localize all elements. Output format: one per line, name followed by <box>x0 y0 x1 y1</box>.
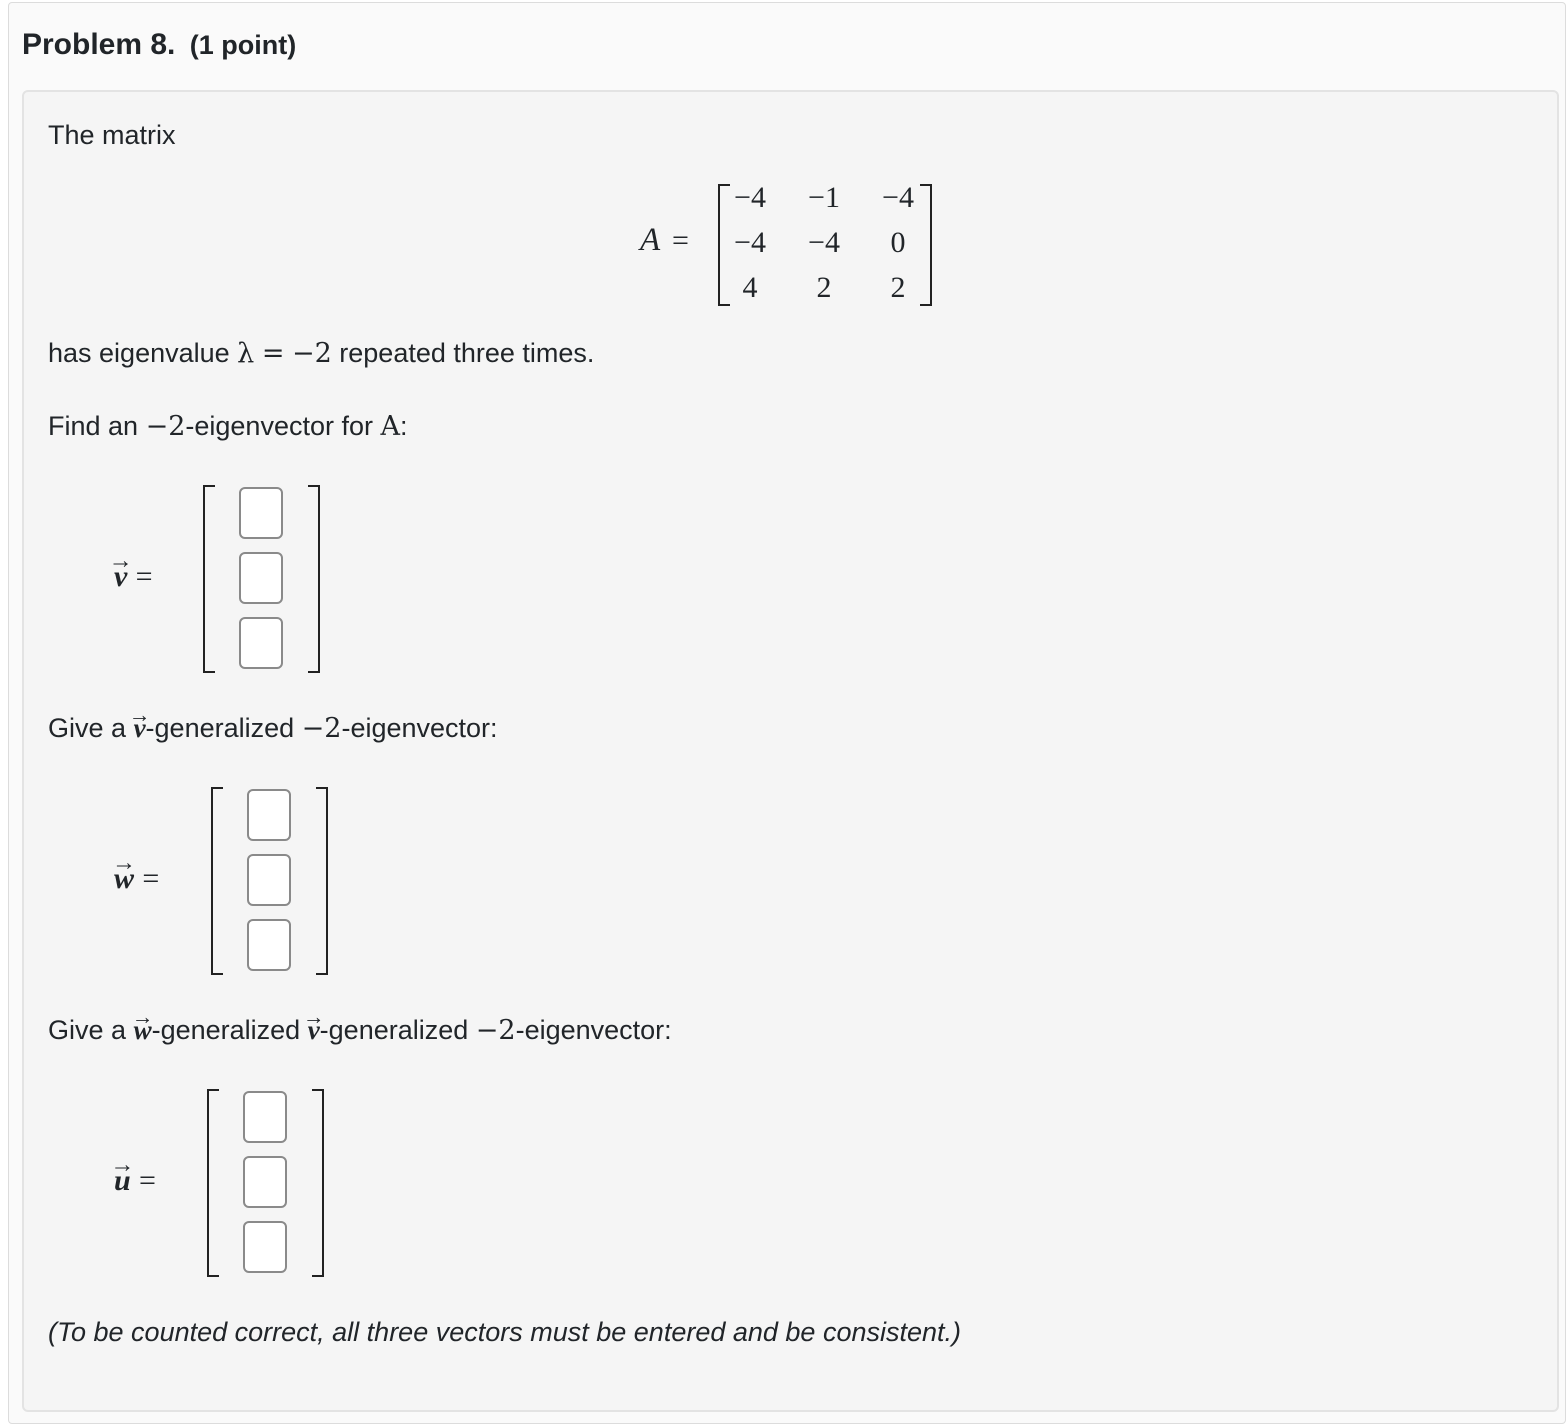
vector-u-symbol: → u <box>114 1164 131 1198</box>
q3-vec1: → w <box>134 1015 152 1046</box>
problem-label: Problem 8. <box>22 28 176 61</box>
q2-vec: → v <box>134 713 146 744</box>
vector-u-label <box>114 1164 156 1198</box>
q1-before: Find an <box>48 411 139 441</box>
vector-w-equals: = <box>142 862 160 895</box>
matrix-cell: −4 <box>734 181 766 214</box>
question-eigenvector <box>48 411 408 442</box>
vector-u-equals: = <box>139 1164 156 1197</box>
q3-middle1: -generalized <box>151 1015 301 1045</box>
q3-vec2: → v <box>308 1015 320 1046</box>
q3-before: Give a <box>48 1015 127 1045</box>
vector-w-entry-1[interactable] <box>247 789 291 841</box>
matrix-cell: 4 <box>742 271 758 304</box>
problem-body <box>22 90 1559 1412</box>
vector-w-right-bracket <box>316 787 328 975</box>
vector-v-left-bracket <box>203 485 215 673</box>
eigen-value: −2 <box>291 338 332 369</box>
q2-value: −2 <box>301 713 342 744</box>
vector-w-entry-2[interactable] <box>247 854 291 906</box>
eigen-after: repeated three times. <box>339 338 595 368</box>
q1-colon: : <box>400 411 408 441</box>
intro-text: The matrix <box>48 120 176 150</box>
matrix-cell: −4 <box>734 226 766 259</box>
question-generalized-v <box>48 713 498 744</box>
vector-v-entry-1[interactable] <box>239 487 283 539</box>
eigenvalue-text <box>48 338 594 369</box>
q3-after: -eigenvector: <box>515 1015 672 1045</box>
vector-v-symbol: → v <box>114 560 127 594</box>
eigen-equals: = <box>261 338 285 369</box>
q2-middle: -generalized <box>145 713 295 743</box>
q3-middle2: -generalized <box>319 1015 469 1045</box>
matrix-equals: = <box>672 224 689 257</box>
vector-v-label <box>114 560 153 594</box>
q1-value: −2 <box>145 411 186 442</box>
vector-u-right-bracket <box>312 1089 324 1277</box>
vector-v-entry-2[interactable] <box>239 552 283 604</box>
vector-w-entry-3[interactable] <box>247 919 291 971</box>
matrix-name: A <box>640 222 661 258</box>
q3-value: −2 <box>475 1015 516 1046</box>
matrix-cell: −4 <box>882 181 914 214</box>
problem-header <box>22 28 296 62</box>
vector-v-equals: = <box>135 560 153 593</box>
consistency-note: (To be counted correct, all three vectors must be entered and be consistent.) <box>48 1317 962 1347</box>
eigen-before: has eigenvalue <box>48 338 230 368</box>
vector-u-entry-3[interactable] <box>243 1221 287 1273</box>
q1-after: -eigenvector for <box>185 411 373 441</box>
matrix-cell: 2 <box>890 271 906 304</box>
vector-u-entry-2[interactable] <box>243 1156 287 1208</box>
vector-v-right-bracket <box>308 485 320 673</box>
q2-before: Give a <box>48 713 127 743</box>
vector-w-left-bracket <box>211 787 223 975</box>
question-generalized-w <box>48 1015 672 1046</box>
problem-points: (1 point) <box>189 30 297 60</box>
vector-v-entry-3[interactable] <box>239 617 283 669</box>
lambda-symbol: λ <box>237 338 255 369</box>
vector-u-left-bracket <box>207 1089 219 1277</box>
vector-w-symbol: → w <box>114 862 134 896</box>
matrix-cell: −1 <box>808 181 840 214</box>
q1-matrix: A <box>380 411 400 442</box>
q2-after: -eigenvector: <box>341 713 498 743</box>
matrix-cell: 2 <box>816 271 832 304</box>
matrix-cell: 0 <box>890 226 906 259</box>
vector-u-entry-1[interactable] <box>243 1091 287 1143</box>
matrix-cell: −4 <box>808 226 840 259</box>
vector-w-label <box>114 862 159 896</box>
